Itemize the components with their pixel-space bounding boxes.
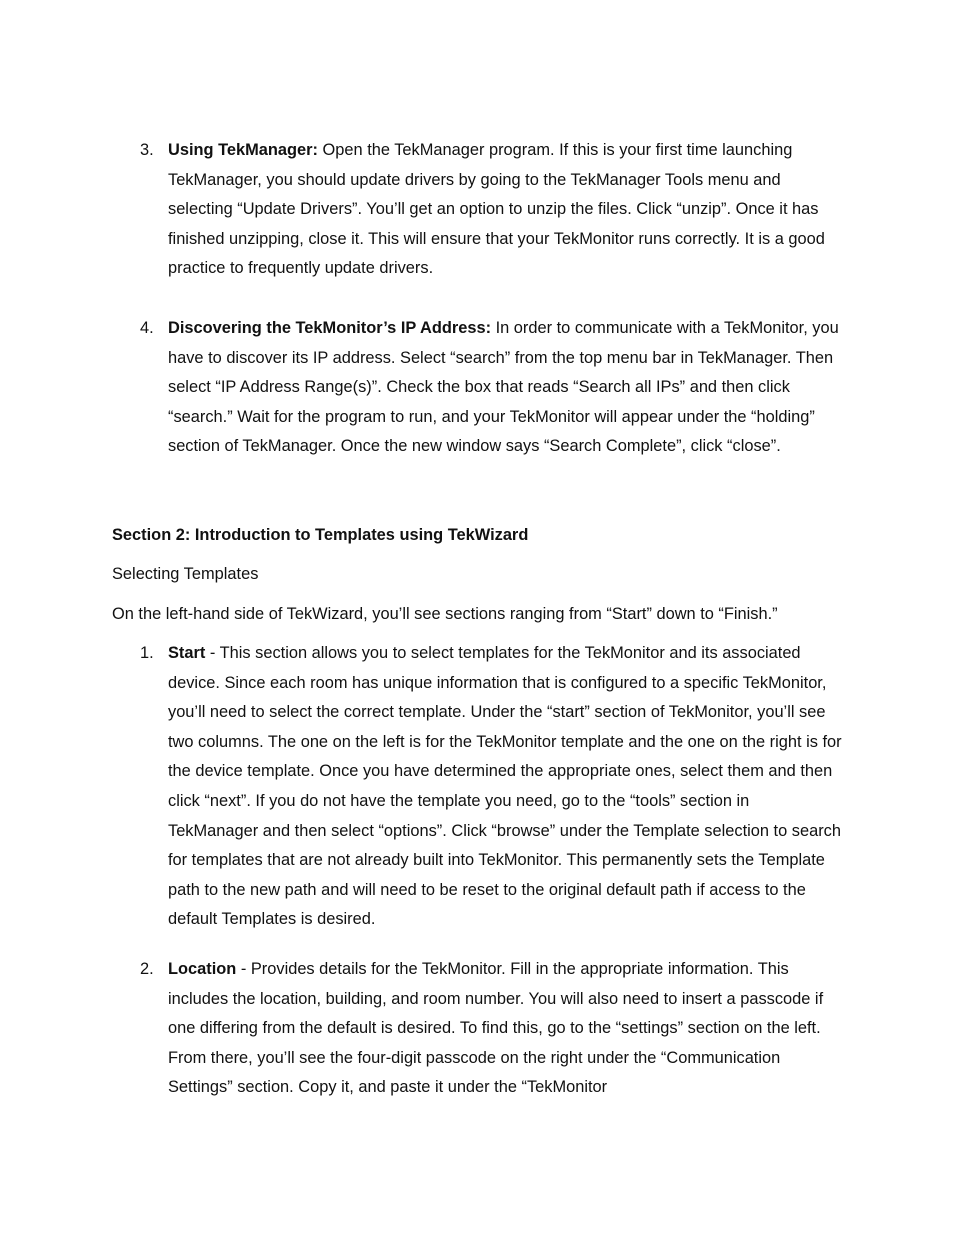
steps-list-bottom xyxy=(112,639,842,1103)
step-number: 2. xyxy=(140,960,154,978)
section-intro: On the left-hand side of TekWizard, you’ll see sections ranging from “Start” down to “Finish.” xyxy=(112,605,778,623)
step-term: Using TekManager: xyxy=(168,141,318,159)
step-number: 1. xyxy=(140,644,154,662)
steps-list-top xyxy=(112,136,842,462)
step-term: Start xyxy=(168,644,206,662)
list-item-step-1 xyxy=(112,639,842,935)
step-text: In order to communicate with a TekMonitor, you have to discover its IP address. Select “search” from the top menu bar in TekManager. Then select “IP Address Range(s)”. Check the box that reads “Search all IPs” and then click “search.” Wait for the program to run, and your TekMonitor will appear under the “holding” section of TekManager. Once the new window says “Search Complete”, click “close”. xyxy=(168,319,839,456)
step-term: Discovering the TekMonitor’s IP Address: xyxy=(168,319,492,337)
section-subheading: Selecting Templates xyxy=(112,565,259,583)
step-term: Location xyxy=(168,960,237,978)
list-item-step-3 xyxy=(112,136,842,284)
step-text: Open the TekManager program. If this is your first time launching TekManager, you should update drivers by going to the TekManager Tools menu and selecting “Update Drivers”. You’ll get an option to unzip the files. Click “unzip”. Once it has finished unzipping, close it. This will ensure that your TekMonitor runs correctly. It is a good practice to frequently update drivers. xyxy=(168,141,825,278)
section-heading: Section 2: Introduction to Templates using TekWizard xyxy=(112,526,529,544)
step-number: 4. xyxy=(140,319,154,337)
step-text: - This section allows you to select templates for the TekMonitor and its associated device. Since each room has unique information that is configured to a specific TekMonitor, you’ll need to select the correct template. Under the “start” section of TekMonitor, you’ll see two columns. The one on the left is for the TekMonitor template and the one on the right is for the device template. Once you have determined the appropriate ones, select them and then click “next”. If you do not have the template you need, go to the “tools” section in TekManager and then select “options”. Click “browse” under the Template selection to search for templates that are not already built into TekMonitor. This permanently sets the Template path to the new path and will need to be reset to the original default path if access to the default Templates is desired. xyxy=(168,644,842,929)
step-number: 3. xyxy=(140,141,154,159)
list-item-step-4 xyxy=(112,314,842,462)
list-item-step-2 xyxy=(112,955,842,1103)
step-text: - Provides details for the TekMonitor. Fill in the appropriate information. This includes the location, building, and room number. You will also need to insert a passcode if one differing from the default is desired. To find this, go to the “settings” section on the left. From there, you’ll see the four-digit passcode on the right under the “Communication Settings” section. Copy it, and paste it under the “TekMonitor xyxy=(168,960,824,1097)
